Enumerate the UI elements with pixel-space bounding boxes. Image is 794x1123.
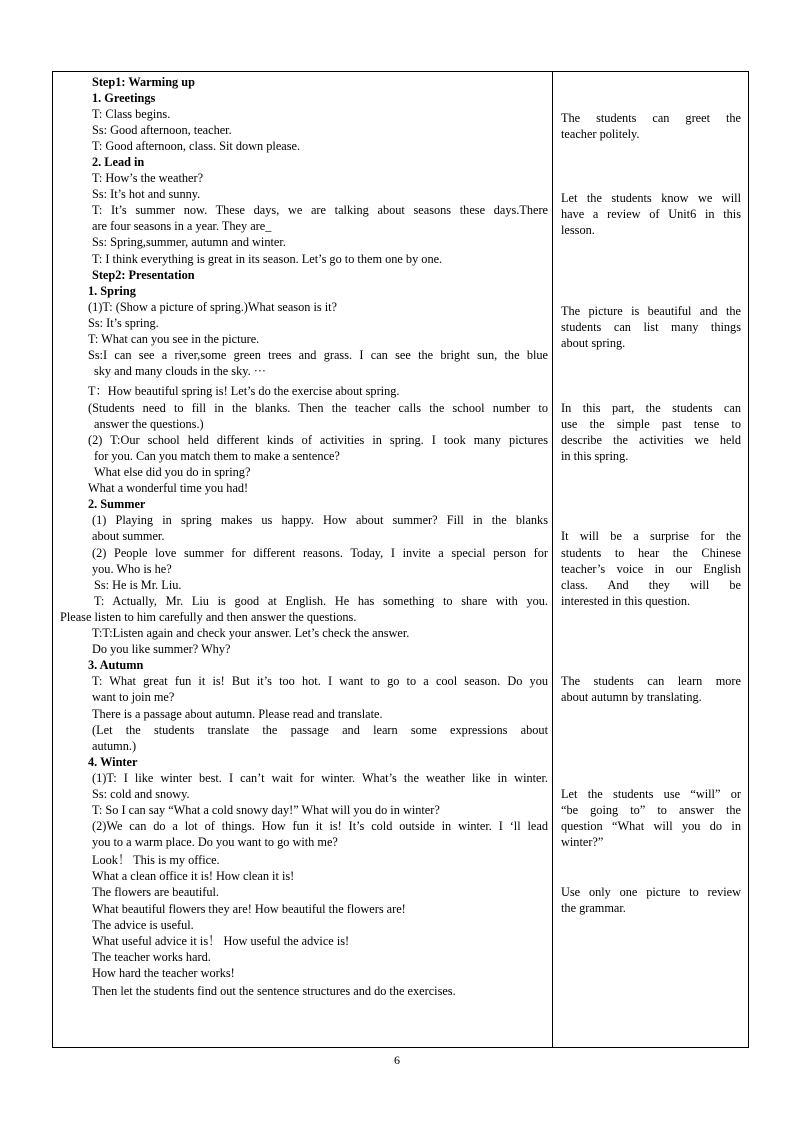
- purpose-line: in this spring.: [561, 449, 629, 463]
- purpose-line: Use only one picture to review: [561, 885, 741, 899]
- procedure-line: about summer.: [92, 529, 165, 543]
- procedure-line: (Students need to fill in the blanks. Then the teacher calls the school number to: [88, 401, 548, 415]
- procedure-line: T: Good afternoon, class. Sit down please.: [92, 139, 301, 153]
- purpose-line: lesson.: [561, 223, 595, 237]
- procedure-line: sky and many clouds in the sky. ···: [94, 364, 267, 378]
- section-heading: Step2: Presentation: [92, 268, 195, 282]
- procedure-line: Ss: Spring,summer, autumn and winter.: [92, 235, 286, 249]
- section-heading: 2. Summer: [88, 497, 146, 511]
- procedure-line: T：How beautiful spring is! Let’s do the exercise about spring.: [88, 384, 400, 398]
- purpose-line: Let the students know we will: [561, 191, 741, 205]
- purpose-line: have a review of Unit6 in this: [561, 207, 741, 221]
- purpose-line: “be going to” to answer the: [561, 803, 741, 817]
- section-heading: 4. Winter: [88, 755, 138, 769]
- procedure-line: (2) People love summer for different reasons. Today, I invite a special person for: [92, 546, 548, 560]
- procedure-line: Ss: He is Mr. Liu.: [94, 578, 182, 592]
- procedure-line: T:T:Listen again and check your answer. Let’s check the answer.: [92, 626, 410, 640]
- procedure-line: T: It’s summer now. These days, we are talking about seasons these days.There: [92, 203, 548, 217]
- procedure-line: What beautiful flowers they are! How beautiful the flowers are!: [92, 902, 406, 916]
- procedure-line: for you. Can you match them to make a sentence?: [94, 449, 340, 463]
- procedure-line: T: What great fun it is! But it’s too hot. I want to go to a cool season. Do you: [92, 674, 548, 688]
- procedure-line: (1) Playing in spring makes us happy. How about summer? Fill in the blanks: [92, 513, 548, 527]
- purpose-line: The students can learn more: [561, 674, 741, 688]
- procedure-line: T: Class begins.: [92, 107, 171, 121]
- section-heading: 1. Spring: [88, 284, 136, 298]
- purpose-line: about spring.: [561, 336, 626, 350]
- procedure-line: autumn.): [92, 739, 137, 753]
- procedure-line: (1)T: I like winter best. I can’t wait for winter. What’s the weather like in winter.: [92, 771, 548, 785]
- procedure-line: (2)We can do a lot of things. How fun it is! It’s cold outside in winter. I ‘ll lead: [92, 819, 548, 833]
- procedure-line: The teacher works hard.: [92, 950, 211, 964]
- purpose-line: The students can greet the: [561, 111, 741, 125]
- procedure-line: The advice is useful.: [92, 918, 194, 932]
- purpose-line: It will be a surprise for the: [561, 529, 741, 543]
- section-heading: 1. Greetings: [92, 91, 156, 105]
- procedure-line: answer the questions.): [94, 417, 204, 431]
- procedure-line: you to a warm place. Do you want to go with me?: [92, 835, 338, 849]
- purpose-line: about autumn by translating.: [561, 690, 702, 704]
- procedure-line: want to join me?: [92, 690, 175, 704]
- procedure-line: you. Who is he?: [92, 562, 172, 576]
- purpose-line: describe the activities we held: [561, 433, 741, 447]
- purpose-line: use the simple past tense to: [561, 417, 741, 431]
- purpose-line: teacher’s voice in our English: [561, 562, 741, 576]
- column-divider: [552, 71, 553, 1048]
- procedure-line: Then let the students find out the sentence structures and do the exercises.: [92, 984, 456, 998]
- procedure-line: Ss:I can see a river,some green trees and grass. I can see the bright sun, the blue: [88, 348, 548, 362]
- procedure-line: What else did you do in spring?: [94, 465, 251, 479]
- purpose-line: class. And they will be: [561, 578, 741, 592]
- procedure-line: T: How’s the weather?: [92, 171, 204, 185]
- procedure-line: There is a passage about autumn. Please read and translate.: [92, 707, 383, 721]
- procedure-line: Please listen to him carefully and then answer the questions.: [60, 610, 357, 624]
- purpose-line: In this part, the students can: [561, 401, 741, 415]
- procedure-line: Ss: Good afternoon, teacher.: [92, 123, 232, 137]
- procedure-line: T: I think everything is great in its season. Let’s go to them one by one.: [92, 252, 443, 266]
- procedure-line: What useful advice it is！ How useful the advice is!: [92, 934, 350, 948]
- procedure-line: The flowers are beautiful.: [92, 885, 220, 899]
- procedure-line: What a clean office it is! How clean it is!: [92, 869, 295, 883]
- procedure-line: How hard the teacher works!: [92, 966, 235, 980]
- procedure-line: (Let the students translate the passage and learn some expressions about: [92, 723, 548, 737]
- purpose-line: interested in this question.: [561, 594, 691, 608]
- purpose-line: students to hear the Chinese: [561, 546, 741, 560]
- procedure-line: Do you like summer? Why?: [92, 642, 231, 656]
- section-heading: Step1: Warming up: [92, 75, 195, 89]
- procedure-line: are four seasons in a year. They are_: [92, 219, 272, 233]
- purpose-line: the grammar.: [561, 901, 626, 915]
- procedure-line: Ss: It’s spring.: [88, 316, 159, 330]
- procedure-line: (2) T:Our school held different kinds of activities in spring. I took many pictures: [88, 433, 548, 447]
- purpose-line: question “What will you do in: [561, 819, 741, 833]
- section-heading: 2. Lead in: [92, 155, 145, 169]
- purpose-line: students can list many things: [561, 320, 741, 334]
- page-number: 6: [394, 1053, 400, 1067]
- section-heading: 3. Autumn: [88, 658, 144, 672]
- procedure-line: What a wonderful time you had!: [88, 481, 249, 495]
- procedure-line: Look！ This is my office.: [92, 853, 220, 867]
- procedure-line: (1)T: (Show a picture of spring.)What season is it?: [88, 300, 338, 314]
- procedure-line: T: So I can say “What a cold snowy day!” What will you do in winter?: [92, 803, 440, 817]
- procedure-line: T: Actually, Mr. Liu is good at English. He has something to share with you.: [94, 594, 548, 608]
- purpose-line: The picture is beautiful and the: [561, 304, 741, 318]
- purpose-line: Let the students use “will” or: [561, 787, 741, 801]
- procedure-line: Ss: cold and snowy.: [92, 787, 190, 801]
- procedure-line: T: What can you see in the picture.: [88, 332, 260, 346]
- purpose-line: teacher politely.: [561, 127, 640, 141]
- purpose-line: winter?”: [561, 835, 604, 849]
- procedure-line: Ss: It’s hot and sunny.: [92, 187, 201, 201]
